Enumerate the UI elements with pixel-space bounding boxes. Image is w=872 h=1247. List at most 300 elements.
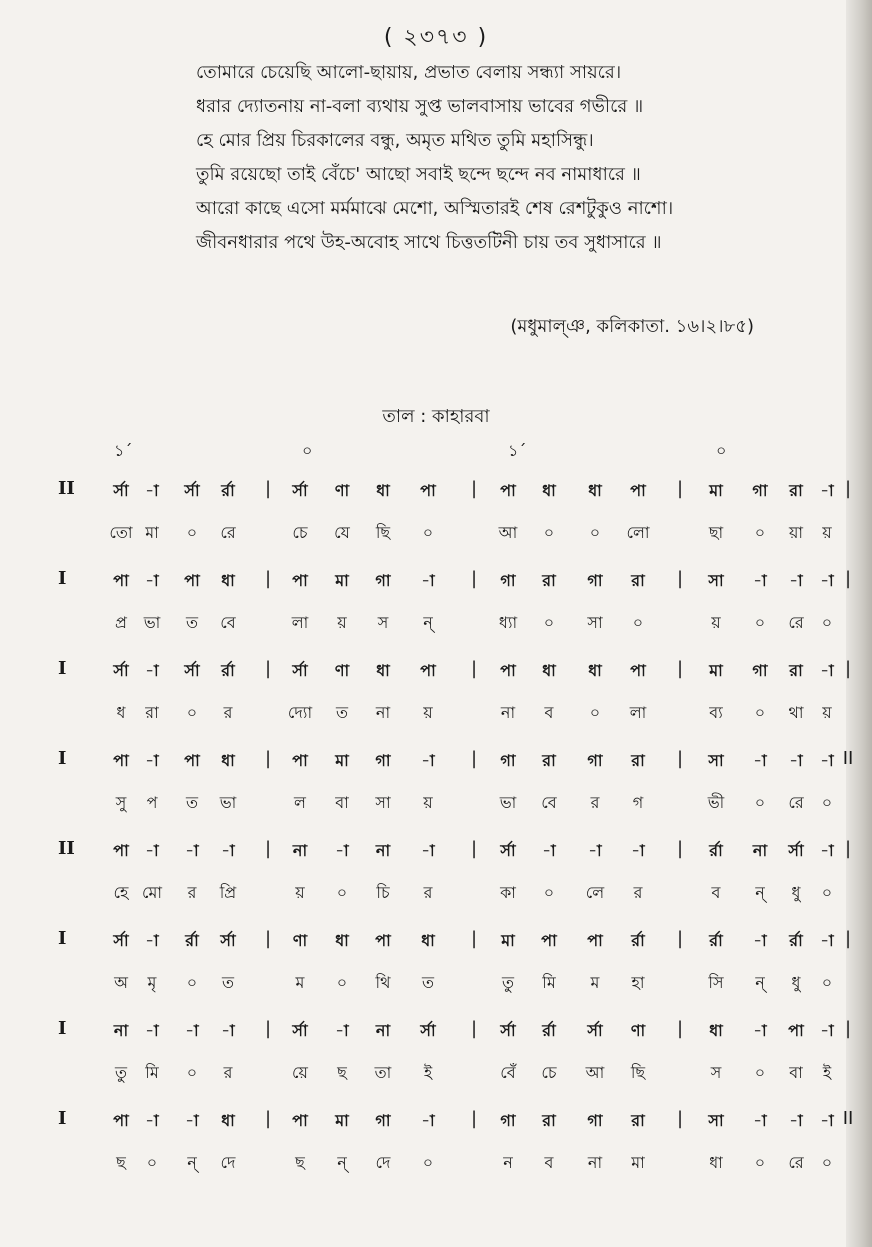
- lyric-syllable: মা: [145, 523, 159, 542]
- lyric-syllable: ০: [821, 1153, 833, 1172]
- line-start-mark: I: [58, 568, 67, 589]
- swara-note: ধা: [421, 931, 435, 950]
- bar-separator: |: [844, 658, 852, 679]
- swara-note: -া: [631, 841, 645, 860]
- bar-separator: |: [844, 928, 852, 949]
- line-start-mark: I: [58, 928, 67, 949]
- bar-separator: |: [264, 838, 272, 859]
- swara-note: র্রা: [631, 931, 645, 950]
- swara-note: পা: [587, 931, 603, 950]
- bar-separator: |: [676, 568, 684, 589]
- swara-note: পা: [292, 751, 308, 770]
- swara-note: -া: [820, 661, 834, 680]
- swara-note: র্সা: [500, 1021, 516, 1040]
- swara-note: -া: [221, 1021, 235, 1040]
- bar-separator: |: [264, 658, 272, 679]
- swara-note: র্রা: [789, 931, 803, 950]
- lyric-row: [0, 520, 860, 568]
- bar-separator: |: [264, 928, 272, 949]
- swara-row: [0, 658, 860, 700]
- lyric-syllable: য়: [337, 613, 347, 632]
- swara-note: গা: [752, 481, 768, 500]
- page-number: ( ২৩৭৩ ): [383, 25, 489, 50]
- lyric-syllable: চি: [376, 883, 390, 902]
- lyric-syllable: স: [710, 1063, 722, 1082]
- lyric-syllable: বে: [220, 613, 236, 632]
- swara-note: র্সা: [500, 841, 516, 860]
- swara-note: রা: [631, 751, 645, 770]
- lyric-syllable: র: [223, 1063, 233, 1082]
- lyric-syllable: ০: [754, 703, 766, 722]
- lyric-syllable: মো: [141, 883, 163, 902]
- swara-note: -া: [753, 1111, 767, 1130]
- bar-separator: |: [844, 838, 852, 859]
- swara-note: রা: [631, 571, 645, 590]
- tala-heading: তাল : কাহারবা: [382, 406, 490, 427]
- swara-note: ধা: [588, 661, 602, 680]
- swara-row: [0, 928, 860, 970]
- lyric-syllable: গ: [632, 793, 644, 812]
- lyric-syllable: ০: [543, 613, 555, 632]
- swara-note: -া: [820, 1111, 834, 1130]
- lyric-syllable: প্র: [115, 613, 127, 632]
- lyric-syllable: ত: [335, 703, 349, 722]
- swara-note: পা: [541, 931, 557, 950]
- lyric-syllable: বা: [789, 1063, 803, 1082]
- lyric-syllable: আ: [498, 523, 518, 542]
- swara-note: গা: [587, 1111, 603, 1130]
- lyric-syllable: রা: [145, 703, 159, 722]
- lyric-syllable: মা: [631, 1153, 645, 1172]
- lyric-syllable: ছ: [337, 1063, 347, 1082]
- lyric-syllable: দে: [220, 1153, 236, 1172]
- lyric-syllable: মি: [542, 973, 556, 992]
- lyric-syllable: ০: [422, 523, 434, 542]
- swara-row: [0, 568, 860, 610]
- lyric-syllable: র: [187, 883, 197, 902]
- lyric-syllable: ধ: [116, 703, 126, 722]
- poem-line: হে মোর প্রিয় চিরকালের বন্ধু, অমৃত মথিত তুমি মহাসিন্ধু।: [196, 130, 594, 151]
- lyric-syllable: রে: [788, 613, 804, 632]
- swara-note: পা: [420, 661, 436, 680]
- swara-note: -া: [145, 1021, 159, 1040]
- lyric-syllable: য়: [822, 523, 832, 542]
- lyric-syllable: ০: [821, 613, 833, 632]
- swara-note: -া: [789, 571, 803, 590]
- lyric-syllable: য়: [711, 613, 721, 632]
- lyric-syllable: য়ে: [292, 1063, 308, 1082]
- lyric-syllable: য়: [423, 793, 433, 812]
- lyric-syllable: প: [146, 793, 158, 812]
- swara-note: পা: [788, 1021, 804, 1040]
- swara-note: -া: [753, 1021, 767, 1040]
- swara-note: র্রা: [709, 931, 723, 950]
- lyric-syllable: ০: [754, 1153, 766, 1172]
- swara-note: ধা: [221, 1111, 235, 1130]
- swara-note: ধা: [588, 481, 602, 500]
- bar-separator: |: [264, 748, 272, 769]
- line-start-mark: I: [58, 748, 67, 769]
- bar-separator: |: [844, 568, 852, 589]
- bar-separator: |: [844, 1018, 852, 1039]
- lyric-syllable: ধ্যা: [498, 613, 518, 632]
- lyric-syllable: ০: [754, 523, 766, 542]
- line-start-mark: I: [58, 1018, 67, 1039]
- swara-note: পা: [630, 661, 646, 680]
- poem-block: [196, 62, 796, 266]
- bar-separator: |: [264, 1108, 272, 1129]
- swara-row: [0, 838, 860, 880]
- swara-note: মা: [335, 751, 349, 770]
- swara-note: -া: [789, 751, 803, 770]
- lyric-syllable: অ: [114, 973, 128, 992]
- swara-note: রা: [542, 751, 556, 770]
- source-citation: (মধুমাল্ঞ, কলিকাতা. ১৬।২।৮৫): [510, 316, 754, 337]
- swara-note: না: [752, 841, 768, 860]
- lyric-syllable: ধু: [791, 883, 801, 902]
- swara-note: -া: [421, 571, 435, 590]
- bar-separator: |: [676, 838, 684, 859]
- bar-separator: |: [470, 658, 478, 679]
- lyric-syllable: ০: [821, 883, 833, 902]
- lyric-syllable: ০: [186, 523, 198, 542]
- lyric-syllable: না: [375, 703, 391, 722]
- bar-separator: |: [470, 568, 478, 589]
- lyric-row: [0, 880, 860, 928]
- swara-row: [0, 478, 860, 520]
- lyric-syllable: সি: [708, 973, 724, 992]
- lyric-syllable: ত: [421, 973, 435, 992]
- swara-note: -া: [421, 1111, 435, 1130]
- lyric-syllable: ০: [336, 883, 348, 902]
- swara-note: র্সা: [113, 931, 129, 950]
- swara-note: পা: [420, 481, 436, 500]
- lyric-syllable: মি: [145, 1063, 159, 1082]
- swara-note: পা: [630, 481, 646, 500]
- swara-note: সা: [708, 571, 724, 590]
- poem-line: তুমি রয়েছো তাই বেঁচে' আছো সবাই ছন্দে ছন্দে নব নামাধারে ॥: [196, 164, 641, 185]
- lyric-syllable: ০: [754, 793, 766, 812]
- swara-note: মা: [709, 661, 723, 680]
- lyric-syllable: ০: [186, 703, 198, 722]
- lyric-syllable: হে: [113, 883, 129, 902]
- lyric-syllable: য়: [822, 703, 832, 722]
- lyric-row: [0, 790, 860, 838]
- swara-note: ধা: [709, 1021, 723, 1040]
- swara-note: না: [113, 1021, 129, 1040]
- swara-note: রা: [789, 661, 803, 680]
- swara-note: -া: [335, 1021, 349, 1040]
- notation-table: [0, 478, 860, 1198]
- swara-note: -া: [789, 1111, 803, 1130]
- swara-note: গা: [375, 751, 391, 770]
- bar-separator: |: [676, 1108, 684, 1129]
- swara-note: র্সা: [292, 661, 308, 680]
- lyric-syllable: কা: [500, 883, 516, 902]
- lyric-syllable: রে: [220, 523, 236, 542]
- lyric-syllable: চে: [541, 1063, 557, 1082]
- swara-note: পা: [184, 571, 200, 590]
- lyric-syllable: ভা: [143, 613, 161, 632]
- poem-line: ধরার দ্যোতনায় না-বলা ব্যথায় সুপ্ত ভালবাসায় ভাবের গভীরে ॥: [196, 96, 644, 117]
- swara-note: র্সা: [113, 661, 129, 680]
- lyric-syllable: ত: [185, 793, 199, 812]
- swara-note: ধা: [221, 751, 235, 770]
- bar-separator: |: [676, 1018, 684, 1039]
- poem-line: তোমারে চেয়েছি আলো-ছায়ায়, প্রভাত বেলায় সন্ধ্যা সায়রে।: [196, 62, 622, 83]
- lyric-syllable: বেঁ: [500, 1063, 516, 1082]
- swara-note: পা: [113, 1111, 129, 1130]
- bar-separator: |: [470, 1018, 478, 1039]
- swara-note: -া: [820, 571, 834, 590]
- beat-marks: [0, 438, 860, 464]
- bar-separator: |: [470, 1108, 478, 1129]
- lyric-syllable: ন্: [755, 883, 765, 902]
- swara-note: -া: [820, 931, 834, 950]
- swara-note: -া: [820, 751, 834, 770]
- lyric-syllable: প্রি: [219, 883, 237, 902]
- lyric-row: [0, 1150, 860, 1198]
- swara-note: র্সা: [292, 1021, 308, 1040]
- lyric-syllable: র: [223, 703, 233, 722]
- lyric-syllable: দ্যো: [287, 703, 313, 722]
- bar-separator: II: [842, 748, 854, 769]
- swara-note: পা: [113, 841, 129, 860]
- lyric-syllable: না: [500, 703, 516, 722]
- swara-note: ণা: [292, 931, 308, 950]
- bar-separator: |: [264, 568, 272, 589]
- lyric-syllable: আ: [585, 1063, 605, 1082]
- lyric-syllable: ত: [185, 613, 199, 632]
- swara-note: -া: [145, 481, 159, 500]
- swara-note: ণা: [334, 481, 350, 500]
- lyric-syllable: থি: [375, 973, 391, 992]
- lyric-syllable: ল: [294, 793, 306, 812]
- swara-note: গা: [587, 571, 603, 590]
- swara-note: রা: [789, 481, 803, 500]
- lyric-row: [0, 700, 860, 748]
- swara-note: পা: [292, 1111, 308, 1130]
- lyric-syllable: ০: [821, 973, 833, 992]
- beat-mark: ০: [716, 441, 727, 460]
- swara-note: -া: [185, 841, 199, 860]
- bar-separator: |: [470, 928, 478, 949]
- swara-note: র্সা: [420, 1021, 436, 1040]
- swara-note: -া: [542, 841, 556, 860]
- swara-note: -া: [185, 1021, 199, 1040]
- lyric-syllable: ধু: [791, 973, 801, 992]
- lyric-syllable: য়: [295, 883, 305, 902]
- swara-note: -া: [421, 841, 435, 860]
- swara-note: গা: [587, 751, 603, 770]
- swara-note: গা: [375, 571, 391, 590]
- swara-note: -া: [145, 841, 159, 860]
- lyric-syllable: ০: [146, 1153, 158, 1172]
- swara-note: পা: [292, 571, 308, 590]
- lyric-syllable: ০: [754, 613, 766, 632]
- swara-note: গা: [752, 661, 768, 680]
- bar-separator: II: [842, 1108, 854, 1129]
- lyric-syllable: তু: [114, 1063, 128, 1082]
- lyric-syllable: চে: [292, 523, 308, 542]
- lyric-syllable: রে: [788, 1153, 804, 1172]
- lyric-syllable: ০: [336, 973, 348, 992]
- swara-row: [0, 748, 860, 790]
- swara-note: ধা: [542, 661, 556, 680]
- beat-mark: ০: [302, 441, 313, 460]
- lyric-syllable: রে: [788, 793, 804, 812]
- swara-note: -া: [753, 931, 767, 950]
- lyric-syllable: ন: [503, 1153, 513, 1172]
- swara-note: র্সা: [113, 481, 129, 500]
- swara-note: র্সা: [587, 1021, 603, 1040]
- lyric-syllable: স: [377, 613, 389, 632]
- swara-note: -া: [335, 841, 349, 860]
- lyric-syllable: ০: [186, 1063, 198, 1082]
- swara-note: -া: [588, 841, 602, 860]
- lyric-syllable: তু: [501, 973, 515, 992]
- lyric-syllable: দে: [375, 1153, 391, 1172]
- swara-note: মা: [501, 931, 515, 950]
- lyric-syllable: লা: [291, 613, 309, 632]
- swara-note: -া: [145, 931, 159, 950]
- lyric-row: [0, 1060, 860, 1108]
- lyric-syllable: ব: [544, 703, 554, 722]
- lyric-syllable: ব্য: [709, 703, 723, 722]
- lyric-syllable: বে: [541, 793, 557, 812]
- lyric-syllable: ছি: [375, 523, 391, 542]
- lyric-syllable: ০: [821, 793, 833, 812]
- swara-note: র্সা: [292, 481, 308, 500]
- swara-note: ধা: [221, 571, 235, 590]
- swara-note: না: [375, 1021, 391, 1040]
- swara-note: ণা: [334, 661, 350, 680]
- swara-note: ণা: [630, 1021, 646, 1040]
- swara-note: ধা: [376, 661, 390, 680]
- swara-note: র্রা: [185, 931, 199, 950]
- lyric-syllable: য়: [423, 703, 433, 722]
- swara-note: পা: [184, 751, 200, 770]
- beat-mark: ১´: [114, 441, 133, 460]
- lyric-syllable: লে: [585, 883, 605, 902]
- swara-note: -া: [185, 1111, 199, 1130]
- swara-note: র্সা: [788, 841, 804, 860]
- swara-note: র্রা: [542, 1021, 556, 1040]
- lyric-syllable: যে: [334, 523, 350, 542]
- swara-row: [0, 1018, 860, 1060]
- swara-note: ধা: [542, 481, 556, 500]
- swara-note: মা: [335, 571, 349, 590]
- swara-note: পা: [113, 571, 129, 590]
- lyric-syllable: ০: [543, 883, 555, 902]
- lyric-syllable: মৃ: [147, 973, 157, 992]
- swara-note: পা: [500, 481, 516, 500]
- swara-note: র্সা: [184, 481, 200, 500]
- lyric-syllable: ০: [589, 523, 601, 542]
- poem-line: আরো কাছে এসো মর্মমাঝে মেশো, অস্মিতারই শেষ রেশটুকুও নাশো।: [196, 198, 674, 219]
- swara-note: -া: [145, 571, 159, 590]
- swara-note: -া: [421, 751, 435, 770]
- bar-separator: |: [470, 748, 478, 769]
- lyric-syllable: ন্: [423, 613, 433, 632]
- lyric-syllable: ০: [422, 1153, 434, 1172]
- lyric-syllable: ছ: [116, 1153, 126, 1172]
- swara-note: পা: [375, 931, 391, 950]
- lyric-syllable: ০: [589, 703, 601, 722]
- swara-note: গা: [500, 751, 516, 770]
- lyric-syllable: ন্: [187, 1153, 197, 1172]
- bar-separator: |: [844, 478, 852, 499]
- lyric-syllable: ন্: [755, 973, 765, 992]
- lyric-syllable: হা: [631, 973, 645, 992]
- line-start-mark: I: [58, 1108, 67, 1129]
- lyric-syllable: ছ: [295, 1153, 305, 1172]
- lyric-syllable: ছা: [708, 523, 724, 542]
- swara-note: না: [375, 841, 391, 860]
- swara-note: -া: [820, 841, 834, 860]
- swara-note: সা: [708, 1111, 724, 1130]
- lyric-syllable: য়া: [788, 523, 804, 542]
- swara-note: র্রা: [221, 481, 235, 500]
- lyric-syllable: ভা: [499, 793, 517, 812]
- lyric-syllable: ধা: [709, 1153, 723, 1172]
- swara-note: সা: [708, 751, 724, 770]
- lyric-syllable: ভা: [219, 793, 237, 812]
- bar-separator: |: [470, 838, 478, 859]
- swara-row: [0, 1108, 860, 1150]
- swara-note: মা: [335, 1111, 349, 1130]
- lyric-syllable: ম: [295, 973, 305, 992]
- lyric-syllable: ই: [423, 1063, 433, 1082]
- swara-note: -া: [753, 751, 767, 770]
- line-start-mark: I: [58, 658, 67, 679]
- swara-note: গা: [500, 571, 516, 590]
- bar-separator: |: [470, 478, 478, 499]
- lyric-syllable: ভী: [707, 793, 725, 812]
- lyric-syllable: লা: [629, 703, 647, 722]
- lyric-syllable: ম: [590, 973, 600, 992]
- swara-note: -া: [820, 481, 834, 500]
- lyric-syllable: ই: [822, 1063, 832, 1082]
- swara-note: -া: [145, 1111, 159, 1130]
- bar-separator: |: [676, 748, 684, 769]
- swara-note: ধা: [335, 931, 349, 950]
- bar-separator: |: [676, 928, 684, 949]
- lyric-syllable: বা: [335, 793, 349, 812]
- lyric-syllable: ত: [221, 973, 235, 992]
- swara-note: র্সা: [184, 661, 200, 680]
- lyric-syllable: ০: [632, 613, 644, 632]
- swara-note: -া: [753, 571, 767, 590]
- swara-note: র্রা: [709, 841, 723, 860]
- line-start-mark: II: [58, 838, 75, 859]
- lyric-syllable: ন্: [337, 1153, 347, 1172]
- lyric-syllable: তো: [109, 523, 133, 542]
- lyric-syllable: ব: [711, 883, 721, 902]
- bar-separator: |: [264, 478, 272, 499]
- swara-note: না: [292, 841, 308, 860]
- lyric-syllable: র: [590, 793, 600, 812]
- poem-line: জীবনধারার পথে উহ-অবোহ সাথে চিত্ততটিনী চায় তব সুধাসারে ॥: [196, 232, 662, 253]
- lyric-syllable: থা: [788, 703, 804, 722]
- swara-note: -া: [221, 841, 235, 860]
- lyric-syllable: র: [633, 883, 643, 902]
- swara-note: রা: [542, 1111, 556, 1130]
- lyric-syllable: সা: [587, 613, 603, 632]
- swara-note: মা: [709, 481, 723, 500]
- swara-note: রা: [631, 1111, 645, 1130]
- lyric-syllable: সু: [115, 793, 127, 812]
